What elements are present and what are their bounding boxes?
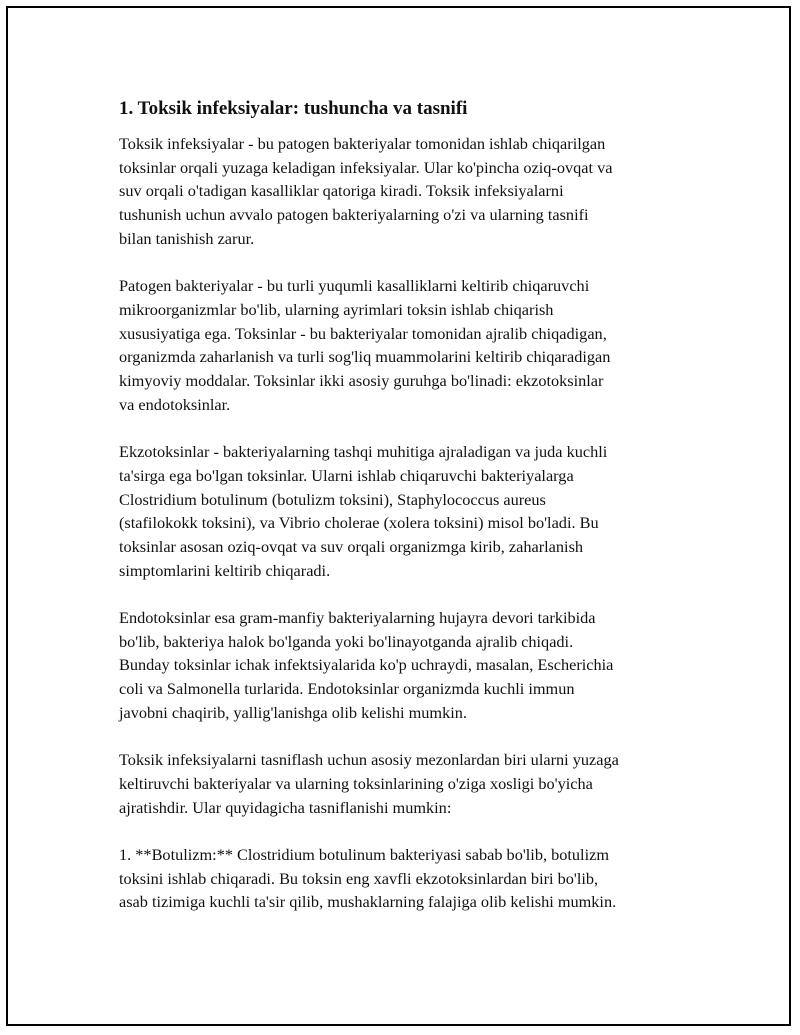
text-line: suv orqali o'tadigan kasalliklar qatoriga kiradi. Toksik infeksiyalarni bbox=[119, 181, 564, 201]
text-line: va endotoksinlar. bbox=[119, 394, 231, 414]
text-line: mikroorganizmlar bo'lib, ularning ayrimlari toksin ishlab chiqarish bbox=[119, 299, 554, 319]
text-line: bo'lib, bakteriya halok bo'lganda yoki bo'linayotganda ajralib chiqadi. bbox=[119, 631, 574, 651]
text-line: Bunday toksinlar ichak infektsiyalarida ko'p uchraydi, masalan, Escherichia bbox=[119, 655, 614, 675]
text-line: toksinlar asosan oziq-ovqat va suv orqali organizmga kirib, zaharlanish bbox=[119, 536, 584, 556]
text-line: Ekzotoksinlar - bakteriyalarning tashqi muhitiga ajraladigan va juda kuchli bbox=[119, 442, 608, 462]
text-line: kimyoviy moddalar. Toksinlar ikki asosiy guruhga bo'linadi: ekzotoksinlar bbox=[119, 371, 604, 391]
text-line: toksini ishlab chiqaradi. Bu toksin eng xavfli ekzotoksinlardan biri bo'lib, bbox=[119, 868, 599, 888]
text-line: simptomlarini keltirib chiqaradi. bbox=[119, 560, 331, 580]
text-line: asab tizimiga kuchli ta'sir qilib, mushaklarning falajiga olib kelishi mumkin. bbox=[119, 892, 617, 912]
text-line: (stafilokokk toksini), va Vibrio cholerae (xolera toksini) misol bo'ladi. Bu bbox=[119, 513, 599, 533]
text-line: organizmda zaharlanish va turli sog'liq muammolarini keltirib chiqaradigan bbox=[119, 347, 611, 367]
text-line: ta'sirga ega bo'lgan toksinlar. Ularni ishlab chiqaruvchi bakteriyalarga bbox=[119, 465, 574, 485]
page-frame bbox=[6, 6, 791, 1026]
text-line: javobni chaqirib, yallig'lanishga olib kelishi mumkin. bbox=[119, 702, 467, 722]
paragraph-classification bbox=[119, 748, 709, 819]
text-line: Patogen bakteriyalar - bu turli yuqumli kasalliklarni keltirib chiqaruvchi bbox=[119, 276, 590, 296]
text-line: Clostridium botulinum (botulizm toksini), Staphylococcus aureus bbox=[119, 489, 546, 509]
text-line: coli va Salmonella turlarida. Endotoksinlar organizmda kuchli immun bbox=[119, 679, 575, 699]
text-line: Toksik infeksiyalarni tasniflash uchun asosiy mezonlardan biri ularni yuzaga bbox=[119, 750, 619, 770]
text-line: tushunish uchun avvalo patogen bakteriyalarning o'zi va ularning tasnifi bbox=[119, 205, 589, 225]
document-body bbox=[119, 96, 709, 938]
text-line: bilan tanishish zarur. bbox=[119, 228, 255, 248]
section-heading: 1. Toksik infeksiyalar: tushuncha va tasnifi bbox=[119, 98, 468, 119]
paragraph-pathogenic-bacteria bbox=[119, 274, 709, 416]
text-line: Endotoksinlar esa gram-manfiy bakteriyalarning hujayra devori tarkibida bbox=[119, 608, 596, 628]
text-line: 1. **Botulizm:** Clostridium botulinum bakteriyasi sabab bo'lib, botulizm bbox=[119, 845, 609, 865]
paragraph-exotoxins bbox=[119, 440, 709, 582]
paragraph-endotoxins bbox=[119, 606, 709, 725]
paragraph-botulism bbox=[119, 843, 709, 914]
text-line: keltiruvchi bakteriyalar va ularning toksinlarining o'ziga xosligi bo'yicha bbox=[119, 773, 593, 793]
text-line: toksinlar orqali yuzaga keladigan infeksiyalar. Ular ko'pincha oziq-ovqat va bbox=[119, 157, 613, 177]
paragraph-intro bbox=[119, 132, 709, 251]
text-line: xususiyatiga ega. Toksinlar - bu bakteriyalar tomonidan ajralib chiqadigan, bbox=[119, 323, 607, 343]
text-line: Toksik infeksiyalar - bu patogen bakteriyalar tomonidan ishlab chiqarilgan bbox=[119, 134, 606, 153]
text-line: ajratishdir. Ular quyidagicha tasniflanishi mumkin: bbox=[119, 797, 452, 817]
